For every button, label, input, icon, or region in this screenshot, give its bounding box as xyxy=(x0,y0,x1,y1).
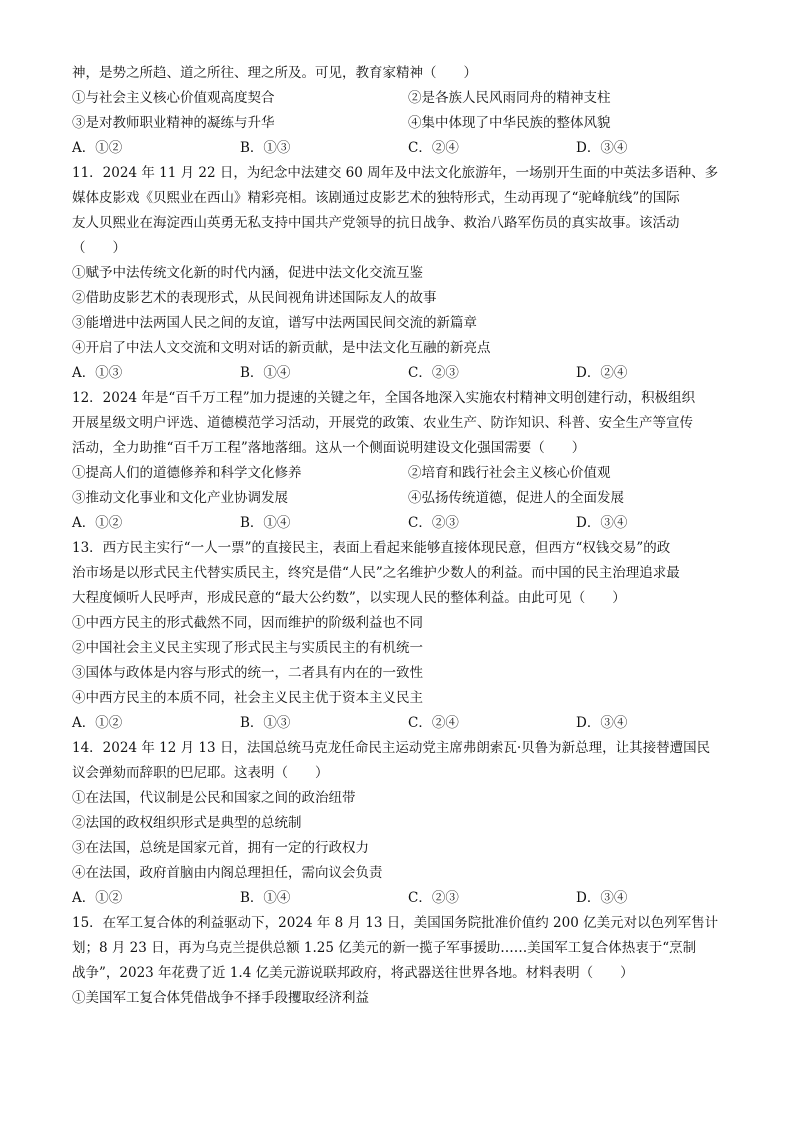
q10-option-2: ②是各族人民风雨同舟的精神支柱 xyxy=(408,90,611,106)
q11-answer-a: A．①③ xyxy=(72,365,123,381)
q14-option-2: ②法国的政权组织形式是典型的总统制 xyxy=(72,815,302,831)
q10-option-1: ①与社会主义核心价值观高度契合 xyxy=(72,90,275,106)
q14-stem-line-2: 议会弹劾而辞职的巴尼耶。这表明（ ） xyxy=(72,765,329,781)
q13-option-4: ④中西方民主的本质不同，社会主义民主优于资本主义民主 xyxy=(72,690,423,706)
q10-option-4: ④集中体现了中华民族的整体风貌 xyxy=(408,115,611,131)
q12-answer-b: B．①④ xyxy=(240,515,291,531)
q12-option-4: ④弘扬传统道德，促进人的全面发展 xyxy=(408,490,624,506)
q13-stem-line-3: 大程度倾听人民呼声，形成民意的“最大公约数”，以实现人民的整体利益。由此可见（ ） xyxy=(72,590,626,606)
q11-answer-b: B．①④ xyxy=(240,365,291,381)
q13-answer-b: B．①③ xyxy=(240,715,291,731)
q12-answer-d: D．③④ xyxy=(576,515,628,531)
q11-stem-line-1: 11．2024 年 11 月 22 日，为纪念中法建交 60 周年及中法文化旅游年，一场别开生面的中英法多语种、多 xyxy=(72,165,719,181)
q11-option-4: ④开启了中法人文交流和文明对话的新贡献，是中法文化互融的新亮点 xyxy=(72,340,491,356)
q11-option-1: ①赋予中法传统文化新的时代内涵，促进中法文化交流互鉴 xyxy=(72,265,423,281)
q14-answer-b: B．①④ xyxy=(240,890,291,906)
q13-answer-a: A．①② xyxy=(72,715,123,731)
q13-answer-d: D．③④ xyxy=(576,715,628,731)
q14-stem-line-1: 14．2024 年 12 月 13 日，法国总统马克龙任命民主运动党主席弗朗索瓦·贝鲁为新总理，让其接替遭国民 xyxy=(72,740,711,756)
q12-option-2: ②培育和践行社会主义核心价值观 xyxy=(408,465,611,481)
q11-answer-c: C．②③ xyxy=(408,365,459,381)
q11-stem-line-3: 友人贝熙业在海淀西山英勇无私支持中国共产党领导的抗日战争、救治八路军伤员的真实故事。该活动 xyxy=(72,215,680,231)
q11-answer-d: D．②④ xyxy=(576,365,628,381)
q10-answer-a: A．①② xyxy=(72,140,123,156)
q11-option-2: ②借助皮影艺术的表现形式，从民间视角讲述国际友人的故事 xyxy=(72,290,437,306)
q11-stem-line-2: 媒体皮影戏《贝熙业在西山》精彩亮相。该剧通过皮影艺术的独特形式，生动再现了“驼峰航线”的国际 xyxy=(72,190,680,206)
q12-answer-a: A．①② xyxy=(72,515,123,531)
q12-stem-line-2: 开展星级文明户评选、道德模范学习活动，开展党的政策、农业生产、防诈知识、科普、安全生产等宣传 xyxy=(72,415,693,431)
q15-stem-line-2: 划；8 月 23 日，再为乌克兰提供总额 1.25 亿美元的新一揽子军事援助……美国军工复合体热衷于“烹制 xyxy=(72,940,697,956)
q10-answer-c: C．②④ xyxy=(408,140,459,156)
q14-option-4: ④在法国，政府首脑由内阁总理担任，需向议会负责 xyxy=(72,865,383,881)
q12-stem-line-1: 12．2024 年是“百千万工程”加力提速的关键之年，全国各地深入实施农村精神文明创建行动，积极组织 xyxy=(72,390,696,406)
q10-answer-d: D．③④ xyxy=(576,140,628,156)
q11-stem-line-4: （ ） xyxy=(72,240,126,256)
q10-answer-b: B．①③ xyxy=(240,140,291,156)
q12-answer-c: C．②③ xyxy=(408,515,459,531)
q13-option-1: ①中西方民主的形式截然不同，因而维护的阶级利益也不同 xyxy=(72,615,423,631)
q13-option-2: ②中国社会主义民主实现了形式民主与实质民主的有机统一 xyxy=(72,640,423,656)
q15-stem-line-3: 战争”，2023 年花费了近 1.4 亿美元游说联邦政府，将武器送往世界各地。材料表明（ ） xyxy=(72,965,634,981)
q13-answer-c: C．②④ xyxy=(408,715,459,731)
q15-stem-line-1: 15．在军工复合体的利益驱动下，2024 年 8 月 13 日，美国国务院批准价值约 200 亿美元对以色列军售计 xyxy=(72,915,719,931)
q12-option-1: ①提高人们的道德修养和科学文化修养 xyxy=(72,465,302,481)
q14-option-3: ③在法国，总统是国家元首，拥有一定的行政权力 xyxy=(72,840,369,856)
q14-answer-a: A．①② xyxy=(72,890,123,906)
q11-option-3: ③能增进中法两国人民之间的友谊，谱写中法两国民间交流的新篇章 xyxy=(72,315,477,331)
q13-option-3: ③国体与政体是内容与形式的统一，二者具有内在的一致性 xyxy=(72,665,423,681)
q14-answer-c: C．②③ xyxy=(408,890,459,906)
q12-option-3: ③推动文化事业和文化产业协调发展 xyxy=(72,490,288,506)
q10-stem: 神，是势之所趋、道之所往、理之所及。可见，教育家精神（ ） xyxy=(72,65,477,81)
q13-stem-line-1: 13．西方民主实行“一人一票”的直接民主，表面上看起来能够直接体现民意，但西方“权钱交易”的政 xyxy=(72,540,671,556)
q15-option-1: ①美国军工复合体凭借战争不择手段攫取经济利益 xyxy=(72,990,369,1006)
q14-option-1: ①在法国，代议制是公民和国家之间的政治纽带 xyxy=(72,790,356,806)
q13-stem-line-2: 治市场是以形式民主代替实质民主，终究是借“人民”之名维护少数人的利益。而中国的民主治理追求最 xyxy=(72,565,680,581)
q14-answer-d: D．③④ xyxy=(576,890,628,906)
q12-stem-line-3: 活动，全力助推“百千万工程”落地落细。这从一个侧面说明建设文化强国需要（ ） xyxy=(72,440,586,456)
q10-option-3: ③是对教师职业精神的凝练与升华 xyxy=(72,115,275,131)
